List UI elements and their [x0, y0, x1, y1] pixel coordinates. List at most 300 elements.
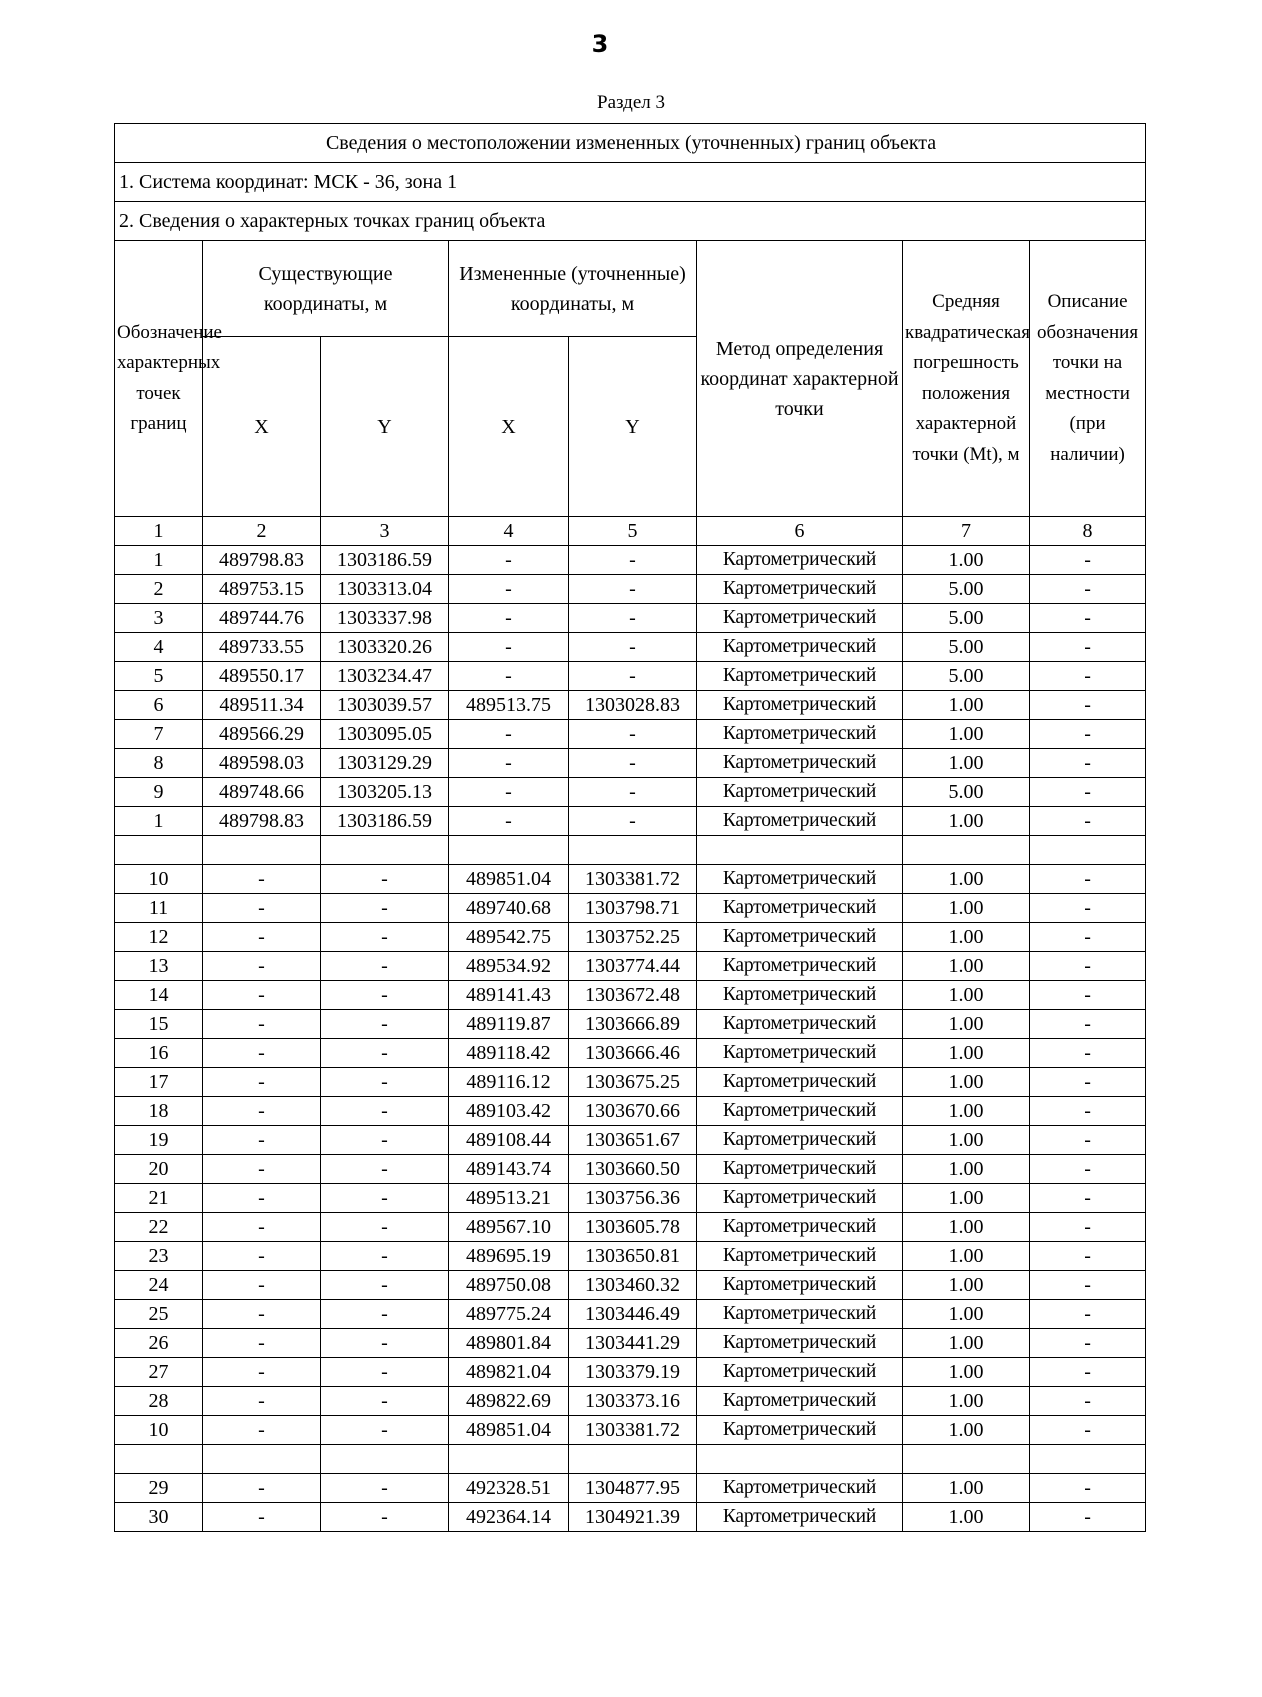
- coord-system: 1. Система координат: МСК - 36, зона 1: [115, 163, 1146, 202]
- cell-method: Картометрический: [697, 1416, 903, 1445]
- cell-changed-x: -: [449, 720, 569, 749]
- table-row: [115, 1271, 1146, 1300]
- cell-error: 1.00: [903, 1097, 1030, 1126]
- cell-existing-y: -: [321, 1474, 449, 1503]
- cell-existing-x: 489798.83: [203, 807, 321, 836]
- header-error: Средняя квадратическая погрешность положения характерной точки (Mt), м: [903, 241, 1030, 517]
- cell-existing-x: -: [203, 1416, 321, 1445]
- cell-existing-x: -: [203, 1213, 321, 1242]
- table-row: [115, 1242, 1146, 1271]
- table-row: [115, 546, 1146, 575]
- cell-changed-x: [449, 1445, 569, 1474]
- cell-description: -: [1030, 1097, 1146, 1126]
- cell-description: -: [1030, 1213, 1146, 1242]
- column-numbers-row: [115, 517, 1146, 546]
- cell-existing-x: 489798.83: [203, 546, 321, 575]
- cell-changed-x: 489821.04: [449, 1358, 569, 1387]
- table-title: Сведения о местоположении измененных (уточненных) границ объекта: [115, 124, 1146, 163]
- cell-description: -: [1030, 1474, 1146, 1503]
- cell-changed-y: 1303666.89: [569, 1010, 697, 1039]
- cell-existing-x: 489566.29: [203, 720, 321, 749]
- table-row: [115, 720, 1146, 749]
- cell-existing-y: -: [321, 1097, 449, 1126]
- cell-description: -: [1030, 1155, 1146, 1184]
- cell-existing-y: [321, 836, 449, 865]
- cell-description: -: [1030, 981, 1146, 1010]
- cell-changed-y: -: [569, 778, 697, 807]
- cell-existing-y: -: [321, 1184, 449, 1213]
- cell-description: -: [1030, 1126, 1146, 1155]
- cell-description: -: [1030, 546, 1146, 575]
- cell-description: -: [1030, 749, 1146, 778]
- cell-changed-x: 489822.69: [449, 1387, 569, 1416]
- cell-error: 1.00: [903, 1358, 1030, 1387]
- cell-changed-y: 1304877.95: [569, 1474, 697, 1503]
- cell-existing-x: [203, 836, 321, 865]
- cell-existing-x: -: [203, 952, 321, 981]
- header-changed: Измененные (уточненные) координаты, м: [449, 241, 697, 337]
- column-number: 7: [903, 517, 1030, 546]
- cell-existing-y: -: [321, 1358, 449, 1387]
- cell-existing-y: -: [321, 1242, 449, 1271]
- cell-changed-y: 1303798.71: [569, 894, 697, 923]
- cell-changed-x: 489141.43: [449, 981, 569, 1010]
- cell-existing-x: -: [203, 1387, 321, 1416]
- cell-point-id: 4: [115, 633, 203, 662]
- cell-point-id: 29: [115, 1474, 203, 1503]
- cell-changed-y: 1303651.67: [569, 1126, 697, 1155]
- cell-existing-y: -: [321, 1068, 449, 1097]
- cell-point-id: 2: [115, 575, 203, 604]
- cell-description: -: [1030, 1358, 1146, 1387]
- cell-point-id: 3: [115, 604, 203, 633]
- cell-changed-y: 1303028.83: [569, 691, 697, 720]
- cell-existing-x: -: [203, 1503, 321, 1532]
- cell-point-id: 7: [115, 720, 203, 749]
- cell-changed-x: 492328.51: [449, 1474, 569, 1503]
- cell-method: Картометрический: [697, 807, 903, 836]
- cell-existing-y: -: [321, 1503, 449, 1532]
- cell-existing-x: -: [203, 1271, 321, 1300]
- cell-method: Картометрический: [697, 778, 903, 807]
- cell-description: -: [1030, 894, 1146, 923]
- cell-changed-y: 1303441.29: [569, 1329, 697, 1358]
- cell-changed-y: 1303774.44: [569, 952, 697, 981]
- cell-error: 1.00: [903, 923, 1030, 952]
- cell-error: 1.00: [903, 1271, 1030, 1300]
- cell-changed-x: 489513.21: [449, 1184, 569, 1213]
- cell-existing-x: -: [203, 1474, 321, 1503]
- cell-method: Картометрический: [697, 749, 903, 778]
- column-number: 3: [321, 517, 449, 546]
- cell-point-id: 13: [115, 952, 203, 981]
- cell-error: 1.00: [903, 952, 1030, 981]
- cell-point-id: 9: [115, 778, 203, 807]
- cell-description: -: [1030, 691, 1146, 720]
- cell-changed-x: -: [449, 575, 569, 604]
- table-row: [115, 1358, 1146, 1387]
- cell-point-id: 11: [115, 894, 203, 923]
- cell-point-id: 17: [115, 1068, 203, 1097]
- cell-error: 5.00: [903, 633, 1030, 662]
- cell-error: 1.00: [903, 546, 1030, 575]
- cell-changed-y: 1303373.16: [569, 1387, 697, 1416]
- cell-existing-y: -: [321, 1387, 449, 1416]
- cell-existing-y: 1303095.05: [321, 720, 449, 749]
- cell-method: Картометрический: [697, 952, 903, 981]
- table-row: [115, 1416, 1146, 1445]
- cell-changed-x: 489750.08: [449, 1271, 569, 1300]
- table-row: [115, 778, 1146, 807]
- cell-changed-y: 1303381.72: [569, 865, 697, 894]
- cell-point-id: 5: [115, 662, 203, 691]
- table-row: [115, 865, 1146, 894]
- cell-error: 1.00: [903, 1213, 1030, 1242]
- cell-point-id: 6: [115, 691, 203, 720]
- cell-point-id: [115, 836, 203, 865]
- cell-method: Картометрический: [697, 1010, 903, 1039]
- cell-changed-x: 489119.87: [449, 1010, 569, 1039]
- cell-changed-x: 489542.75: [449, 923, 569, 952]
- cell-description: -: [1030, 807, 1146, 836]
- column-number: 4: [449, 517, 569, 546]
- cell-description: -: [1030, 604, 1146, 633]
- cell-method: Картометрический: [697, 1126, 903, 1155]
- cell-changed-x: 489118.42: [449, 1039, 569, 1068]
- cell-existing-y: -: [321, 1155, 449, 1184]
- cell-method: Картометрический: [697, 1271, 903, 1300]
- cell-changed-y: [569, 1445, 697, 1474]
- cell-description: -: [1030, 1068, 1146, 1097]
- column-number: 5: [569, 517, 697, 546]
- cell-description: -: [1030, 1271, 1146, 1300]
- cell-point-id: 21: [115, 1184, 203, 1213]
- cell-changed-x: 489103.42: [449, 1097, 569, 1126]
- cell-existing-x: -: [203, 981, 321, 1010]
- cell-changed-y: 1303752.25: [569, 923, 697, 952]
- cell-existing-x: -: [203, 1358, 321, 1387]
- cell-existing-x: -: [203, 1068, 321, 1097]
- cell-description: -: [1030, 952, 1146, 981]
- cell-method: Картометрический: [697, 923, 903, 952]
- cell-method: Картометрический: [697, 1039, 903, 1068]
- cell-point-id: 18: [115, 1097, 203, 1126]
- cell-changed-x: 489143.74: [449, 1155, 569, 1184]
- cell-error: 5.00: [903, 604, 1030, 633]
- cell-existing-y: -: [321, 1126, 449, 1155]
- cell-description: [1030, 1445, 1146, 1474]
- cell-method: Картометрический: [697, 1242, 903, 1271]
- cell-point-id: 10: [115, 865, 203, 894]
- cell-point-id: 16: [115, 1039, 203, 1068]
- cell-error: 1.00: [903, 749, 1030, 778]
- cell-changed-x: -: [449, 546, 569, 575]
- cell-description: -: [1030, 778, 1146, 807]
- cell-point-id: 24: [115, 1271, 203, 1300]
- cell-method: Картометрический: [697, 1503, 903, 1532]
- cell-method: [697, 836, 903, 865]
- cell-existing-x: -: [203, 894, 321, 923]
- cell-method: Картометрический: [697, 1300, 903, 1329]
- cell-method: Картометрический: [697, 1097, 903, 1126]
- column-number: 2: [203, 517, 321, 546]
- cell-error: 1.00: [903, 981, 1030, 1010]
- header-existing-x: X: [203, 337, 321, 517]
- cell-description: -: [1030, 865, 1146, 894]
- cell-changed-y: 1303675.25: [569, 1068, 697, 1097]
- cell-changed-y: -: [569, 749, 697, 778]
- cell-description: -: [1030, 1416, 1146, 1445]
- cell-changed-x: 489513.75: [449, 691, 569, 720]
- cell-error: 1.00: [903, 894, 1030, 923]
- cell-description: -: [1030, 1010, 1146, 1039]
- cell-existing-y: -: [321, 1213, 449, 1242]
- cell-existing-y: -: [321, 1271, 449, 1300]
- column-number: 1: [115, 517, 203, 546]
- cell-changed-y: 1303605.78: [569, 1213, 697, 1242]
- header-designation: Обозначение характерных точек границ: [115, 241, 203, 517]
- cell-error: 1.00: [903, 1155, 1030, 1184]
- cell-error: 1.00: [903, 865, 1030, 894]
- cell-existing-x: -: [203, 923, 321, 952]
- cell-method: Картометрический: [697, 1387, 903, 1416]
- cell-changed-y: 1303379.19: [569, 1358, 697, 1387]
- cell-description: -: [1030, 1329, 1146, 1358]
- table-row: [115, 1300, 1146, 1329]
- cell-existing-y: 1303205.13: [321, 778, 449, 807]
- cell-error: 1.00: [903, 1184, 1030, 1213]
- table-row: [115, 923, 1146, 952]
- cell-method: Картометрический: [697, 546, 903, 575]
- cell-changed-y: -: [569, 633, 697, 662]
- cell-changed-x: 489801.84: [449, 1329, 569, 1358]
- cell-point-id: 12: [115, 923, 203, 952]
- cell-error: 5.00: [903, 778, 1030, 807]
- cell-method: Картометрический: [697, 720, 903, 749]
- cell-existing-y: -: [321, 1300, 449, 1329]
- cell-error: 1.00: [903, 1474, 1030, 1503]
- cell-changed-x: -: [449, 749, 569, 778]
- cell-point-id: [115, 1445, 203, 1474]
- cell-existing-y: 1303337.98: [321, 604, 449, 633]
- cell-method: Картометрический: [697, 981, 903, 1010]
- table-row: [115, 1155, 1146, 1184]
- cell-changed-x: [449, 836, 569, 865]
- cell-point-id: 28: [115, 1387, 203, 1416]
- cell-method: Картометрический: [697, 575, 903, 604]
- cell-changed-y: 1304921.39: [569, 1503, 697, 1532]
- cell-existing-x: 489748.66: [203, 778, 321, 807]
- cell-changed-x: 489695.19: [449, 1242, 569, 1271]
- table-row: [115, 749, 1146, 778]
- cell-error: [903, 1445, 1030, 1474]
- table-row: [115, 1387, 1146, 1416]
- cell-error: 1.00: [903, 807, 1030, 836]
- cell-point-id: 23: [115, 1242, 203, 1271]
- cell-point-id: 30: [115, 1503, 203, 1532]
- cell-point-id: 15: [115, 1010, 203, 1039]
- cell-existing-y: 1303186.59: [321, 807, 449, 836]
- cell-point-id: 22: [115, 1213, 203, 1242]
- cell-existing-y: -: [321, 1039, 449, 1068]
- table-row: [115, 1097, 1146, 1126]
- cell-method: Картометрический: [697, 1474, 903, 1503]
- cell-point-id: 8: [115, 749, 203, 778]
- cell-changed-y: -: [569, 807, 697, 836]
- cell-changed-y: 1303650.81: [569, 1242, 697, 1271]
- cell-error: 1.00: [903, 720, 1030, 749]
- cell-changed-x: -: [449, 633, 569, 662]
- cell-existing-x: -: [203, 1300, 321, 1329]
- cell-existing-x: -: [203, 1097, 321, 1126]
- cell-description: -: [1030, 720, 1146, 749]
- cell-changed-x: 489108.44: [449, 1126, 569, 1155]
- cell-existing-y: [321, 1445, 449, 1474]
- header-existing: Существующие координаты, м: [203, 241, 449, 337]
- table-row: [115, 662, 1146, 691]
- header-changed-y: Y: [569, 337, 697, 517]
- cell-changed-x: 489775.24: [449, 1300, 569, 1329]
- cell-point-id: 1: [115, 546, 203, 575]
- cell-changed-y: -: [569, 575, 697, 604]
- cell-existing-x: 489550.17: [203, 662, 321, 691]
- cell-changed-x: -: [449, 662, 569, 691]
- cell-description: -: [1030, 1503, 1146, 1532]
- cell-changed-x: 489851.04: [449, 1416, 569, 1445]
- cell-existing-x: -: [203, 1184, 321, 1213]
- table-row: [115, 1445, 1146, 1474]
- cell-existing-y: -: [321, 894, 449, 923]
- section-title: Раздел 3: [597, 92, 665, 113]
- cell-existing-y: -: [321, 865, 449, 894]
- cell-method: [697, 1445, 903, 1474]
- cell-error: 1.00: [903, 1068, 1030, 1097]
- cell-error: 1.00: [903, 1329, 1030, 1358]
- cell-error: 1.00: [903, 1387, 1030, 1416]
- cell-point-id: 25: [115, 1300, 203, 1329]
- cell-changed-y: 1303672.48: [569, 981, 697, 1010]
- cell-changed-x: 489116.12: [449, 1068, 569, 1097]
- table-row: [115, 1010, 1146, 1039]
- cell-changed-x: 489534.92: [449, 952, 569, 981]
- cell-changed-y: 1303446.49: [569, 1300, 697, 1329]
- cell-point-id: 20: [115, 1155, 203, 1184]
- cell-error: 1.00: [903, 1300, 1030, 1329]
- cell-error: 1.00: [903, 691, 1030, 720]
- cell-existing-y: -: [321, 1329, 449, 1358]
- table-row: [115, 1213, 1146, 1242]
- cell-method: Картометрический: [697, 1155, 903, 1184]
- table-row: [115, 1184, 1146, 1213]
- cell-error: 1.00: [903, 1039, 1030, 1068]
- cell-existing-y: 1303320.26: [321, 633, 449, 662]
- table-row: [115, 981, 1146, 1010]
- table-row: [115, 952, 1146, 981]
- cell-changed-x: 489567.10: [449, 1213, 569, 1242]
- cell-error: 5.00: [903, 575, 1030, 604]
- cell-changed-y: 1303460.32: [569, 1271, 697, 1300]
- cell-existing-x: 489753.15: [203, 575, 321, 604]
- cell-point-id: 10: [115, 1416, 203, 1445]
- cell-point-id: 1: [115, 807, 203, 836]
- header-method: Метод определения координат характерной точки: [697, 241, 903, 517]
- cell-existing-y: 1303129.29: [321, 749, 449, 778]
- cell-point-id: 26: [115, 1329, 203, 1358]
- cell-method: Картометрический: [697, 633, 903, 662]
- cell-description: -: [1030, 1387, 1146, 1416]
- cell-changed-y: -: [569, 546, 697, 575]
- cell-description: [1030, 836, 1146, 865]
- cell-description: -: [1030, 633, 1146, 662]
- table-row: [115, 836, 1146, 865]
- cell-changed-y: -: [569, 662, 697, 691]
- table-row: [115, 807, 1146, 836]
- table-row: [115, 575, 1146, 604]
- cell-method: Картометрический: [697, 1213, 903, 1242]
- table-row: [115, 1039, 1146, 1068]
- cell-existing-y: 1303039.57: [321, 691, 449, 720]
- cell-existing-y: -: [321, 1416, 449, 1445]
- boundary-points-table: [114, 123, 1146, 1532]
- cell-method: Картометрический: [697, 865, 903, 894]
- header-description: Описание обозначения точки на местности (при наличии): [1030, 241, 1146, 517]
- cell-changed-x: -: [449, 778, 569, 807]
- header-existing-y: Y: [321, 337, 449, 517]
- cell-existing-x: 489598.03: [203, 749, 321, 778]
- cell-error: 1.00: [903, 1242, 1030, 1271]
- cell-description: -: [1030, 662, 1146, 691]
- cell-existing-x: -: [203, 1155, 321, 1184]
- cell-changed-y: -: [569, 604, 697, 633]
- cell-existing-y: -: [321, 1010, 449, 1039]
- cell-error: [903, 836, 1030, 865]
- cell-existing-x: -: [203, 1242, 321, 1271]
- cell-changed-x: -: [449, 604, 569, 633]
- cell-method: Картометрический: [697, 1358, 903, 1387]
- cell-existing-y: 1303313.04: [321, 575, 449, 604]
- cell-changed-x: -: [449, 807, 569, 836]
- cell-existing-y: -: [321, 981, 449, 1010]
- table-row: [115, 691, 1146, 720]
- cell-existing-x: [203, 1445, 321, 1474]
- cell-existing-x: -: [203, 865, 321, 894]
- cell-changed-y: 1303666.46: [569, 1039, 697, 1068]
- cell-description: -: [1030, 1039, 1146, 1068]
- cell-existing-y: 1303186.59: [321, 546, 449, 575]
- cell-error: 1.00: [903, 1010, 1030, 1039]
- cell-method: Картометрический: [697, 1184, 903, 1213]
- cell-error: 5.00: [903, 662, 1030, 691]
- cell-point-id: 19: [115, 1126, 203, 1155]
- column-number: 8: [1030, 517, 1146, 546]
- cell-error: 1.00: [903, 1126, 1030, 1155]
- table-row: [115, 1068, 1146, 1097]
- table-row: [115, 1329, 1146, 1358]
- cell-error: 1.00: [903, 1503, 1030, 1532]
- cell-description: -: [1030, 1300, 1146, 1329]
- cell-changed-y: 1303756.36: [569, 1184, 697, 1213]
- cell-method: Картометрический: [697, 1068, 903, 1097]
- cell-existing-x: -: [203, 1126, 321, 1155]
- cell-existing-x: 489733.55: [203, 633, 321, 662]
- cell-existing-y: -: [321, 952, 449, 981]
- cell-error: 1.00: [903, 1416, 1030, 1445]
- cell-changed-x: 489740.68: [449, 894, 569, 923]
- cell-description: -: [1030, 923, 1146, 952]
- cell-existing-y: -: [321, 923, 449, 952]
- header-changed-x: X: [449, 337, 569, 517]
- cell-description: -: [1030, 1242, 1146, 1271]
